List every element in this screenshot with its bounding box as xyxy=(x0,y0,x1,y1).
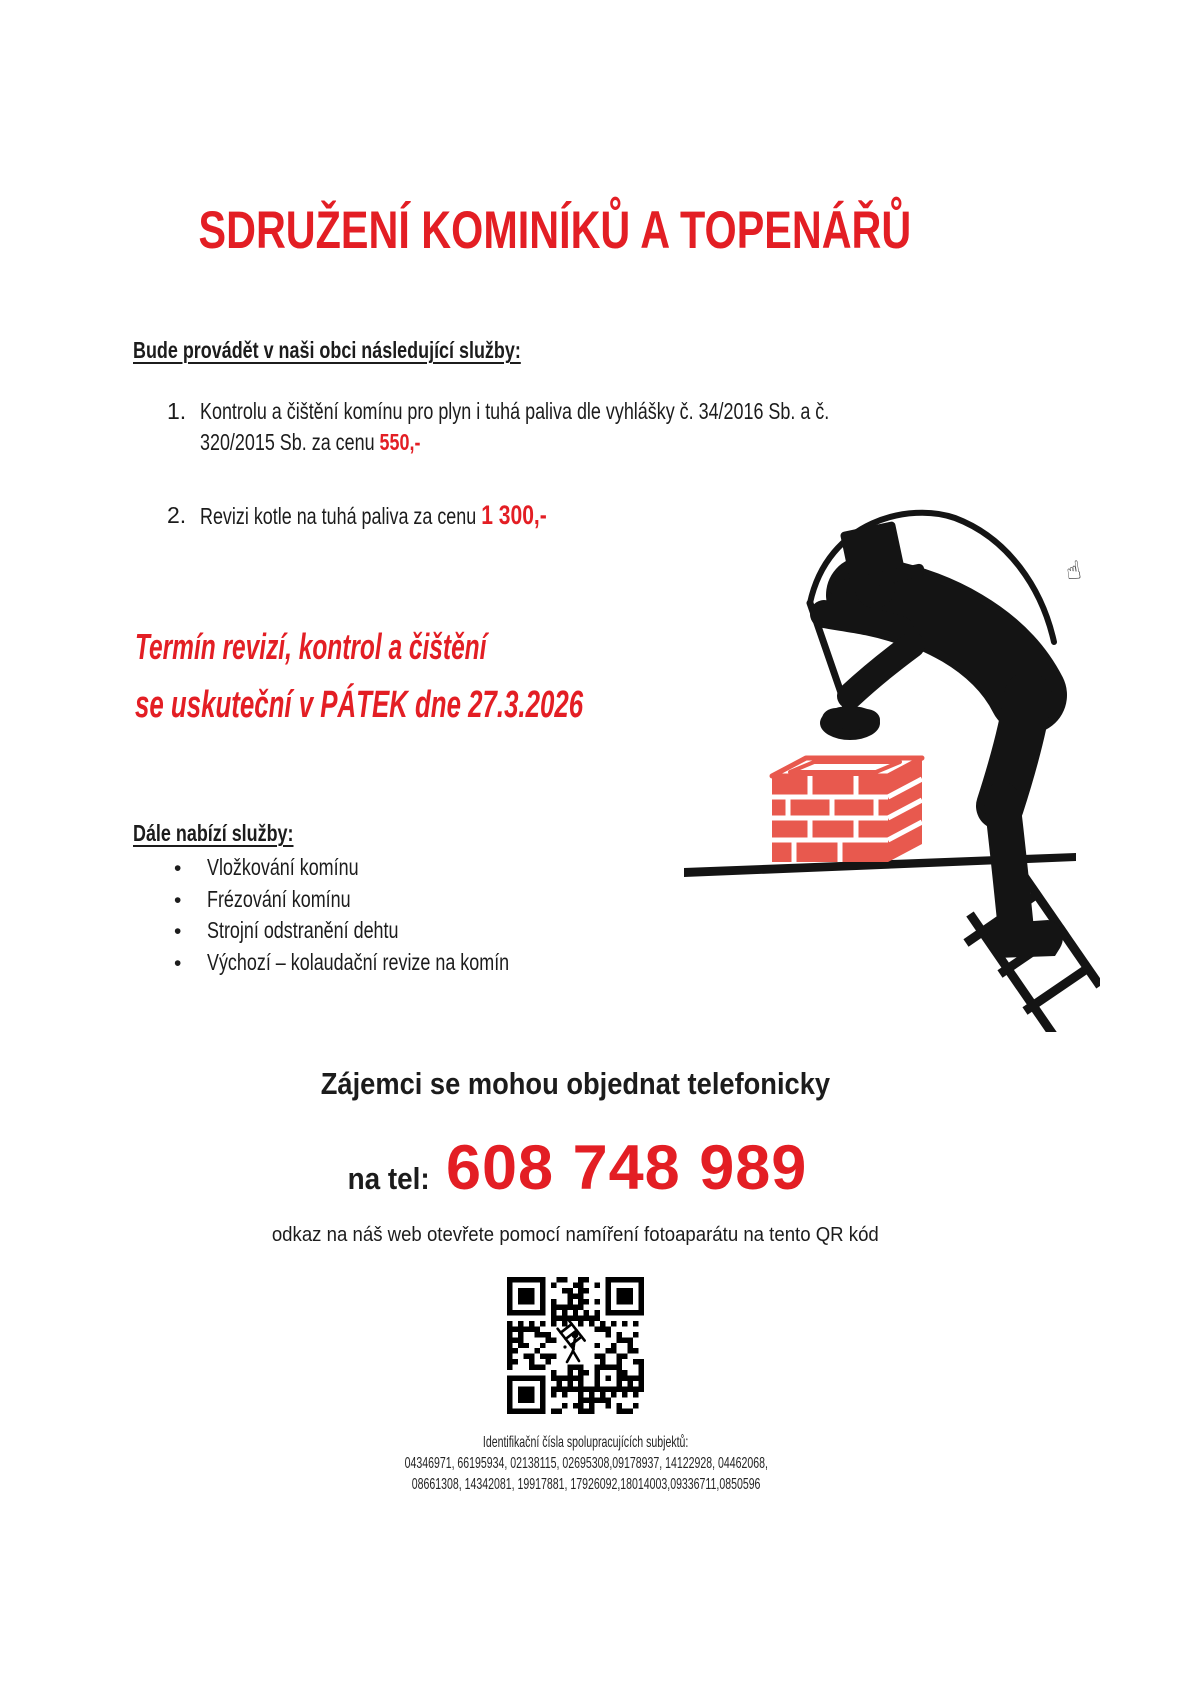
date-notice-line2: se uskuteční v PÁTEK dne 27.3.2026 xyxy=(135,684,584,726)
boot xyxy=(987,920,1063,958)
bullet-icon xyxy=(167,886,207,913)
list-item: • Frézování komínu xyxy=(167,884,594,916)
date-notice-line1: Termín revizí, kontrol a čištění xyxy=(135,626,487,667)
sweep-silhouette xyxy=(810,517,1063,958)
qr-finder-top-right xyxy=(606,1277,644,1315)
list-item: • Vložkování komínu xyxy=(167,852,594,884)
arm-lower xyxy=(850,645,912,696)
torso xyxy=(865,595,1028,695)
price-1300: 1 300,- xyxy=(481,500,547,530)
chimney-sweep-illustration xyxy=(660,470,1100,1032)
contact-heading: Zájemci se mohou objednat telefonicky xyxy=(320,1066,830,1101)
ids-line1: 04346971, 66195934, 02138115, 02695308,09178937, 14122928, 04462068, xyxy=(404,1455,768,1472)
item-text: Revizi kotle na tuhá paliva za cenu 1 300,- xyxy=(200,500,547,530)
more-services-list xyxy=(167,852,594,978)
arm-upper xyxy=(824,614,900,630)
page-title-text: SDRUŽENÍ KOMINÍKŮ A TOPENÁŘŮ xyxy=(198,201,912,260)
ids-line2: 08661308, 14342081, 19917881, 17926092,18014003,09336711,0850596 xyxy=(411,1476,761,1493)
qr-logo-chimney-sweep xyxy=(551,1320,599,1368)
bullet-icon xyxy=(167,854,207,881)
list-item: • Strojní odstranění dehtu xyxy=(167,915,594,947)
qr-finder-top-left xyxy=(507,1277,545,1315)
bullet-icon xyxy=(167,949,207,976)
services-heading: Bude provádět v naši obci následující služby: xyxy=(133,337,521,363)
item-text: Kontrolu a čištění komínu pro plyn i tuhá paliva dle vyhlášky č. 34/2016 Sb. a č. 320/2015 Sb. za cenu 550,- xyxy=(200,398,830,455)
calf xyxy=(1002,800,1016,930)
qr-alignment-pattern xyxy=(595,1365,622,1392)
item-number: 2. xyxy=(167,502,187,528)
item-number: 1. xyxy=(167,398,187,424)
qr-caption: odkaz na náš web otevřete pomocí namíření fotoaparátu na tento QR kód xyxy=(271,1224,879,1246)
more-services-heading: Dále nabízí služby: xyxy=(133,820,294,846)
list-item: • Výchozí – kolaudační revize na komín xyxy=(167,947,594,979)
phone-line xyxy=(20,1132,1130,1204)
service-item-1 xyxy=(167,396,987,458)
brick-chimney xyxy=(772,758,922,862)
bullet-icon xyxy=(167,917,207,944)
phone-number: 608 748 989 xyxy=(445,1133,808,1203)
mouse-cursor-icon: ☝ xyxy=(1064,555,1084,586)
qr-finder-bottom-left xyxy=(507,1376,545,1414)
phone-label: na tel: xyxy=(347,1161,430,1196)
qr-logo-ladder xyxy=(558,1320,585,1349)
ids-heading: Identifikační čísla spolupracujících subjektů: xyxy=(483,1434,689,1451)
page-title xyxy=(0,200,1110,261)
price-550: 550,- xyxy=(379,429,421,455)
